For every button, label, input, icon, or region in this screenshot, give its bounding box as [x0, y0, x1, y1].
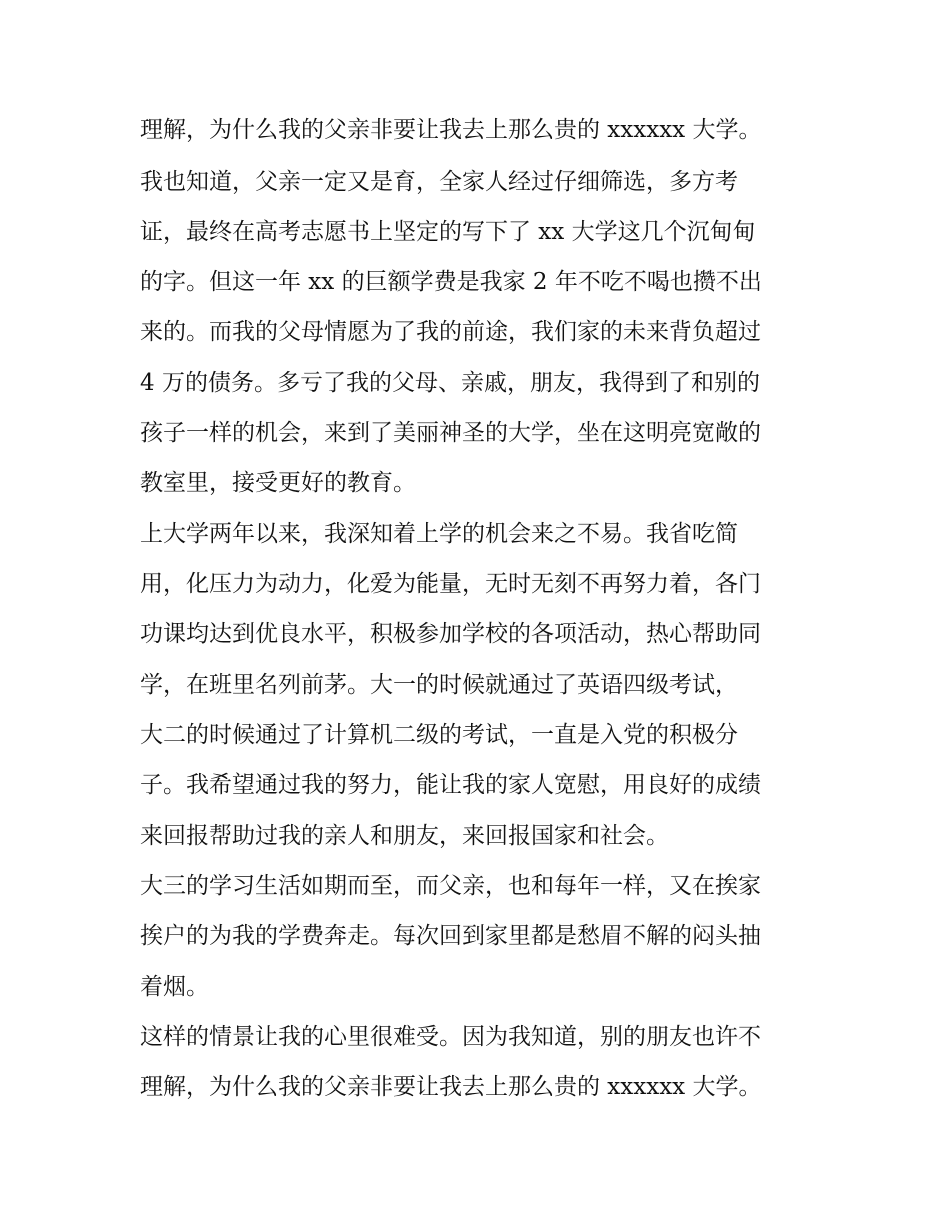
text-line: 大三的学习生活如期而至，而父亲，也和每年一样，又在挨家: [140, 873, 761, 899]
text-line: 孩子一样的机会，来到了美丽神圣的大学，坐在这明亮宽敞的: [140, 420, 761, 446]
text-line: 大二的时候通过了计算机二级的考试，一直是入党的积极分: [140, 722, 738, 748]
text-line: 这样的情景让我的心里很难受。因为我知道，别的朋友也许不: [140, 1024, 761, 1050]
text-line: 用，化压力为动力，化爱为能量，无时无刻不再努力着，各门: [140, 571, 761, 597]
text-line: 的字。但这一年 xx 的巨额学费是我家 2 年不吃不喝也攒不出: [140, 269, 762, 295]
text-line: 功课均达到优良水平，积极参加学校的各项活动，热心帮助同: [140, 621, 761, 647]
text-line: 来的。而我的父母情愿为了我的前途，我们家的未来背负超过: [140, 319, 761, 345]
text-line: 挨户的为我的学费奔走。每次回到家里都是愁眉不解的闷头抽: [140, 923, 761, 949]
text-line: 我也知道，父亲一定又是育，全家人经过仔细筛选，多方考: [140, 169, 738, 195]
text-line: 着烟。: [140, 974, 209, 1000]
text-line: 4 万的债务。多亏了我的父母、亲戚，朋友，我得到了和别的: [140, 370, 760, 396]
text-line: 学，在班里名列前茅。大一的时候就通过了英语四级考试，: [140, 672, 738, 698]
text-line: 证，最终在高考志愿书上坚定的写下了 xx 大学这几个沉甸甸: [140, 219, 756, 245]
text-line: 上大学两年以来，我深知着上学的机会来之不易。我省吃简: [140, 521, 738, 547]
text-line: 教室里，接受更好的教育。: [140, 470, 416, 496]
text-line: 来回报帮助过我的亲人和朋友，来回报国家和社会。: [140, 823, 669, 849]
text-line: 理解，为什么我的父亲非要让我去上那么贵的 xxxxxx 大学。: [140, 117, 762, 143]
text-line: 理解，为什么我的父亲非要让我去上那么贵的 xxxxxx 大学。: [140, 1074, 762, 1100]
text-line: 子。我希望通过我的努力，能让我的家人宽慰，用良好的成绩: [140, 772, 761, 798]
